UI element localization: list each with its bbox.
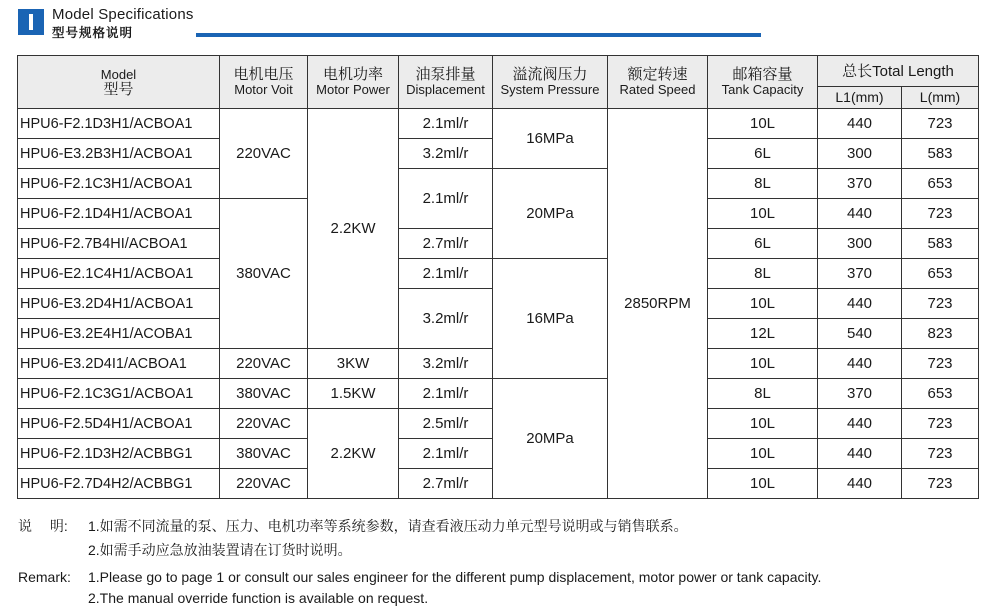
- note-zh-1: [18, 516, 688, 536]
- l1-cell: 440: [818, 199, 902, 229]
- l1-cell: 370: [818, 379, 902, 409]
- l-cell: 583: [902, 229, 979, 259]
- l-cell: 723: [902, 439, 979, 469]
- power-cell: 2.2KW: [308, 109, 399, 349]
- header-speed: 额定转速 Rated Speed: [608, 56, 708, 109]
- l1-cell: 440: [818, 109, 902, 139]
- speed-cell: 2850RPM: [608, 109, 708, 499]
- model-cell: HPU6-F2.1D3H2/ACBBG1: [18, 439, 220, 469]
- tank-cell: 8L: [708, 379, 818, 409]
- l-cell: 723: [902, 469, 979, 499]
- tank-cell: 10L: [708, 199, 818, 229]
- model-cell: HPU6-F2.1C3G1/ACBOA1: [18, 379, 220, 409]
- displacement-cell: 2.1ml/r: [399, 259, 493, 289]
- table-row: [18, 379, 979, 409]
- l1-cell: 540: [818, 319, 902, 349]
- specification-table: [17, 55, 979, 499]
- power-cell: 3KW: [308, 349, 399, 379]
- header-l1: L1(mm): [818, 87, 902, 109]
- displacement-cell: 2.1ml/r: [399, 109, 493, 139]
- voltage-cell: 220VAC: [220, 109, 308, 199]
- displacement-cell: 3.2ml/r: [399, 349, 493, 379]
- pressure-cell: 20MPa: [493, 379, 608, 499]
- displacement-cell: 2.7ml/r: [399, 469, 493, 499]
- tank-cell: 8L: [708, 259, 818, 289]
- section-title-zh: 型号规格说明: [52, 26, 134, 40]
- note-zh-2: [18, 540, 352, 560]
- note-en-text-1: 1.Please go to page 1 or consult our sales engineer for the different pump displacement, motor power or tank capacity.: [88, 569, 822, 585]
- note-zh-text-2: 2.如需手动应急放油装置请在订货时说明。: [88, 542, 352, 558]
- model-cell: HPU6-F2.7B4HI/ACBOA1: [18, 229, 220, 259]
- section-title-en: Model Specifications: [52, 6, 194, 23]
- displacement-cell: 3.2ml/r: [399, 139, 493, 169]
- tank-cell: 6L: [708, 139, 818, 169]
- header-model: Model 型号: [18, 56, 220, 109]
- header-power: 电机功率 Motor Power: [308, 56, 399, 109]
- model-cell: HPU6-F2.5D4H1/ACBOA1: [18, 409, 220, 439]
- l-cell: 823: [902, 319, 979, 349]
- l1-cell: 300: [818, 229, 902, 259]
- note-en-label: Remark:: [18, 569, 71, 585]
- l-cell: 723: [902, 199, 979, 229]
- table-row: [18, 259, 979, 289]
- voltage-cell: 380VAC: [220, 379, 308, 409]
- header-pressure: 溢流阀压力 System Pressure: [493, 56, 608, 109]
- header-rule: [196, 33, 761, 37]
- model-cell: HPU6-E3.2D4I1/ACBOA1: [18, 349, 220, 379]
- model-cell: HPU6-F2.7D4H2/ACBBG1: [18, 469, 220, 499]
- note-en-1: [18, 567, 821, 587]
- voltage-cell: 220VAC: [220, 469, 308, 499]
- l-cell: 723: [902, 109, 979, 139]
- note-en-2: [18, 588, 428, 608]
- l1-cell: 440: [818, 349, 902, 379]
- tank-cell: 10L: [708, 409, 818, 439]
- pressure-cell: 20MPa: [493, 169, 608, 259]
- model-cell: HPU6-E2.1C4H1/ACBOA1: [18, 259, 220, 289]
- l-cell: 583: [902, 139, 979, 169]
- tank-cell: 6L: [708, 229, 818, 259]
- l1-cell: 440: [818, 409, 902, 439]
- model-cell: HPU6-E3.2B3H1/ACBOA1: [18, 139, 220, 169]
- table-row: [18, 109, 979, 139]
- tank-cell: 10L: [708, 469, 818, 499]
- l1-cell: 370: [818, 169, 902, 199]
- l1-cell: 440: [818, 439, 902, 469]
- l-cell: 653: [902, 259, 979, 289]
- pressure-cell: 16MPa: [493, 109, 608, 169]
- l1-cell: 440: [818, 469, 902, 499]
- power-cell: 2.2KW: [308, 409, 399, 499]
- model-cell: HPU6-E3.2E4H1/ACOBA1: [18, 319, 220, 349]
- voltage-cell: 380VAC: [220, 199, 308, 349]
- note-zh-label: 说 明:: [18, 518, 68, 534]
- pressure-cell: 16MPa: [493, 259, 608, 379]
- tank-cell: 10L: [708, 289, 818, 319]
- header-tank: 邮箱容量 Tank Capacity: [708, 56, 818, 109]
- l-cell: 653: [902, 379, 979, 409]
- l1-cell: 370: [818, 259, 902, 289]
- l-cell: 653: [902, 169, 979, 199]
- l1-cell: 440: [818, 289, 902, 319]
- note-zh-text-1: 1.如需不同流量的泵、压力、电机功率等系统参数，请查看液压动力单元型号说明或与销售联系。: [88, 518, 688, 534]
- l-cell: 723: [902, 289, 979, 319]
- header-voltage: 电机电压 Motor Voit: [220, 56, 308, 109]
- model-cell: HPU6-F2.1D3H1/ACBOA1: [18, 109, 220, 139]
- displacement-cell: 2.7ml/r: [399, 229, 493, 259]
- displacement-cell: 2.1ml/r: [399, 379, 493, 409]
- table-row: [18, 169, 979, 199]
- tank-cell: 10L: [708, 109, 818, 139]
- displacement-cell: 2.5ml/r: [399, 409, 493, 439]
- voltage-cell: 220VAC: [220, 409, 308, 439]
- header-length: 总长Total Length: [818, 56, 979, 87]
- voltage-cell: 380VAC: [220, 439, 308, 469]
- displacement-cell: 2.1ml/r: [399, 169, 493, 229]
- power-cell: 1.5KW: [308, 379, 399, 409]
- tank-cell: 10L: [708, 439, 818, 469]
- voltage-cell: 220VAC: [220, 349, 308, 379]
- note-en-text-2: 2.The manual override function is available on request.: [88, 590, 429, 606]
- l-cell: 723: [902, 349, 979, 379]
- displacement-cell: 2.1ml/r: [399, 439, 493, 469]
- tank-cell: 10L: [708, 349, 818, 379]
- tank-cell: 12L: [708, 319, 818, 349]
- model-cell: HPU6-E3.2D4H1/ACBOA1: [18, 289, 220, 319]
- section-marker-icon: [18, 9, 44, 35]
- model-cell: HPU6-F2.1D4H1/ACBOA1: [18, 199, 220, 229]
- tank-cell: 8L: [708, 169, 818, 199]
- displacement-cell: 3.2ml/r: [399, 289, 493, 349]
- model-cell: HPU6-F2.1C3H1/ACBOA1: [18, 169, 220, 199]
- header-displacement: 油泵排量 Displacement: [399, 56, 493, 109]
- l-cell: 723: [902, 409, 979, 439]
- header-l: L(mm): [902, 87, 979, 109]
- l1-cell: 300: [818, 139, 902, 169]
